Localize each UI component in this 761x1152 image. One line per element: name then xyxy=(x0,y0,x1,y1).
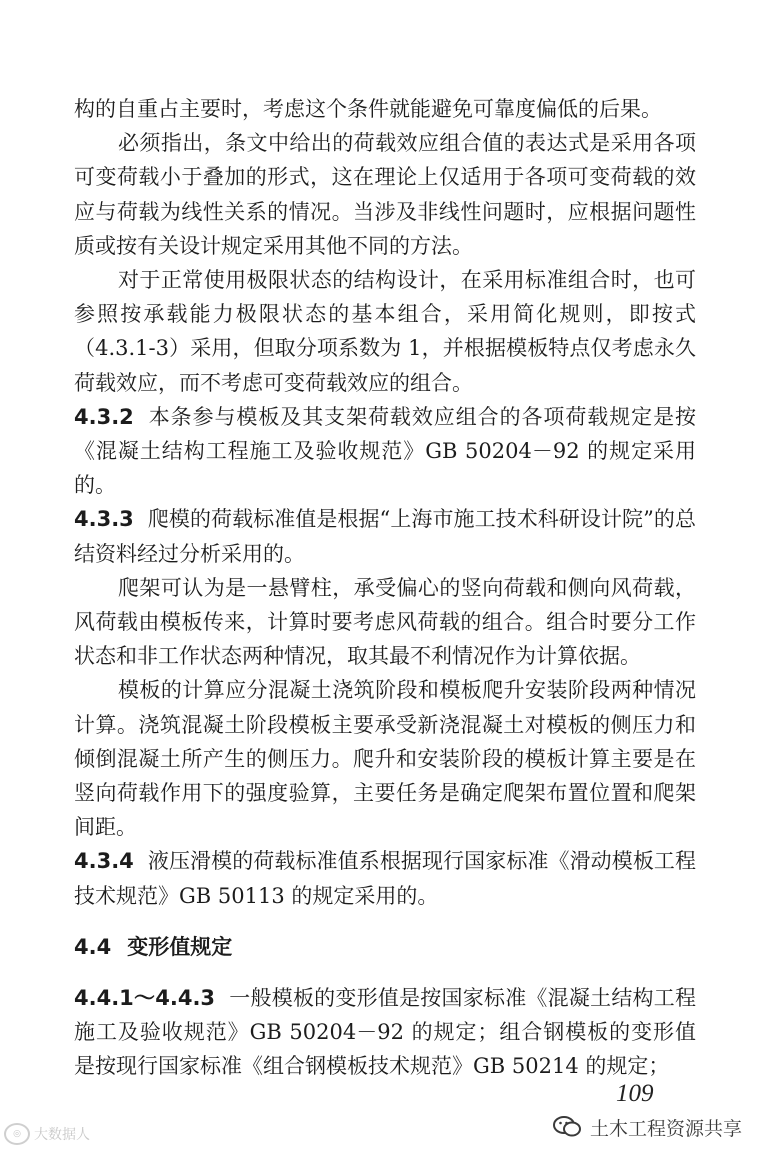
section-heading xyxy=(74,930,696,964)
body-text xyxy=(74,92,696,1084)
clause-number: 4.4.1～4.4.3 xyxy=(74,986,216,1011)
section-title: 变形值规定 xyxy=(127,934,233,959)
paragraph-formwork-calculation: 模板的计算应分混凝土浇筑阶段和模板爬升安装阶段两种情况计算。浇筑混凝土阶段模板主要承受新浇混凝土对模板的侧压力和倾倒混凝土所产生的侧压力。爬升和安装阶段的模板计算主要是在竖向荷载作用下的强度验算，主要任务是确定爬架布置位置和爬架间距。 xyxy=(74,678,696,840)
page-number: 109 xyxy=(616,1080,654,1107)
clause-number: 4.3.2 xyxy=(74,404,134,429)
paragraph-continued: 构的自重占主要时，考虑这个条件就能避免可靠度偏低的后果。 xyxy=(74,97,662,121)
clause-4-3-2 xyxy=(74,400,696,503)
watermark-right xyxy=(552,1110,742,1144)
clause-text: 本条参与模板及其支架荷载效应组合的各项荷载规定是按《混凝土结构工程施工及验收规范》GB 50204－92 的规定采用的。 xyxy=(74,404,696,498)
watermark-right-text: 土木工程资源共享 xyxy=(590,1117,743,1140)
paragraph-combination-note: 必须指出，条文中给出的荷载效应组合值的表达式是采用各项可变荷载小于叠加的形式，这在理论上仅适用于各项可变荷载的效应与荷载为线性关系的情况。当涉及非线性问题时，应根据问题性质或按有关设计规定采用其他不同的方法。 xyxy=(74,131,696,258)
paragraph-serviceability: 对于正常使用极限状态的结构设计，在采用标准组合时，也可参照按承载能力极限状态的基本组合，采用简化规则，即按式（4.3.1-3）采用，但取分项系数为 1，并根据模板特点仅考虑永久荷载效应，而不考虑可变荷载效应的组合。 xyxy=(74,268,696,395)
clause-number: 4.3.3 xyxy=(74,507,134,532)
clause-text: 液压滑模的荷载标准值系根据现行国家标准《滑动模板工程技术规范》GB 50113 的规定采用的。 xyxy=(74,849,696,908)
section-number: 4.4 xyxy=(74,934,112,959)
paragraph-climbing-frame: 爬架可认为是一悬臂柱，承受偏心的竖向荷载和侧向风荷载，风荷载由模板传来，计算时要考虑风荷载的组合。组合时要分工作状态和非工作状态两种情况，取其最不利情况作为计算依据。 xyxy=(74,575,696,669)
clause-text: 爬模的荷载标准值是根据“上海市施工技术科研设计院”的总结资料经过分析采用的。 xyxy=(74,507,696,566)
clause-4-4-1 xyxy=(74,981,696,1084)
wechat-icon xyxy=(552,1114,582,1140)
watermark-logo-icon: ◎ xyxy=(4,1123,30,1145)
clause-number: 4.3.4 xyxy=(74,849,134,874)
watermark-left-text: 大数据人 xyxy=(34,1127,90,1143)
clause-text: 一般模板的变形值是按国家标准《混凝土结构工程施工及验收规范》GB 50204－92 的规定；组合钢模板的变形值是按现行国家标准《组合钢模板技术规范》GB 50214 的规定； xyxy=(74,986,697,1079)
clause-4-3-3 xyxy=(74,502,696,570)
clause-4-3-4 xyxy=(74,844,696,912)
watermark-left xyxy=(4,1122,90,1146)
